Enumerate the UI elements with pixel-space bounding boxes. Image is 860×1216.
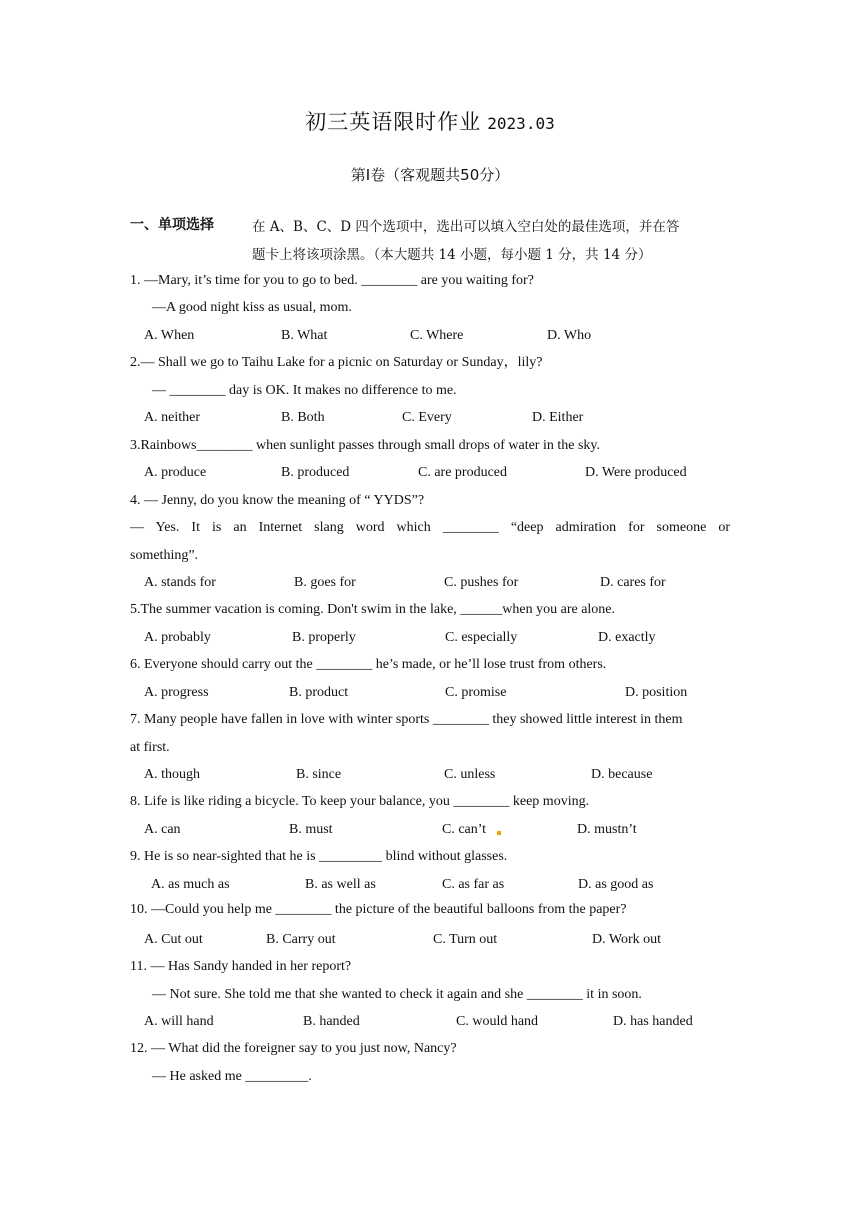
question-11-option-a: A. will hand	[144, 1014, 214, 1029]
question-12-stem: 12. — What did the foreigner say to you just now, Nancy?	[130, 1041, 457, 1056]
question-1-stem: 1. —Mary, it’s time for you to go to bed. ________ are you waiting for?	[130, 273, 534, 288]
question-11-option-c: C. would hand	[456, 1014, 539, 1029]
question-5-option-c: C. especially	[445, 630, 518, 645]
question-9-option-b: B. as well as	[305, 877, 376, 892]
instructions-line-1: 在 A、B、C、D 四个选项中，选出可以填入空白处的最佳选项，并在答	[252, 219, 680, 235]
question-2-option-b: B. Both	[281, 410, 325, 425]
question-4-option-a: A. stands for	[144, 575, 216, 590]
question-6-option-c: C. promise	[445, 685, 507, 700]
question-8-option-b: B. must	[289, 822, 333, 837]
question-7-stem-continued: at first.	[130, 740, 170, 755]
question-10-option-a: A. Cut out	[144, 932, 203, 947]
question-3-option-d: D. Were produced	[585, 465, 687, 480]
question-3-option-a: A. produce	[144, 465, 207, 480]
question-4-stem: 4. — Jenny, do you know the meaning of “ YYDS”?	[130, 493, 425, 508]
question-9-option-a: A. as much as	[151, 877, 230, 892]
question-5-option-b: B. properly	[292, 630, 356, 645]
question-10-option-b: B. Carry out	[266, 932, 336, 947]
question-6-option-d: D. position	[625, 685, 688, 700]
question-4-reply-continued: something”.	[130, 548, 199, 563]
page-title	[0, 106, 860, 136]
question-7-option-a: A. though	[144, 767, 200, 782]
question-5-stem: 5.The summer vacation is coming. Don't swim in the lake, ______when you are alone.	[130, 602, 616, 617]
question-2-option-c: C. Every	[402, 410, 452, 425]
question-2-stem: 2.— Shall we go to Taihu Lake for a picnic on Saturday or Sunday，lily?	[130, 355, 543, 370]
question-5-option-d: D. exactly	[598, 630, 656, 645]
question-2-option-a: A. neither	[144, 410, 200, 425]
question-4-reply: — Yes. It is an Internet slang word which ________ “deep admiration for someone or	[130, 520, 730, 535]
question-5-option-a: A. probably	[144, 630, 211, 645]
question-8-stem: 8. Life is like riding a bicycle. To keep your balance, you ________ keep moving.	[130, 794, 590, 809]
question-10-option-d: D. Work out	[592, 932, 662, 947]
question-6-option-a: A. progress	[144, 685, 209, 700]
question-10-stem: 10. —Could you help me ________ the picture of the beautiful balloons from the paper?	[130, 902, 627, 917]
question-7-stem: 7. Many people have fallen in love with winter sports ________ they showed little interest in them	[130, 712, 683, 727]
question-9-option-c: C. as far as	[442, 877, 505, 892]
question-7-option-c: C. unless	[444, 767, 496, 782]
question-7-option-d: D. because	[591, 767, 653, 782]
section-heading: 一、单项选择	[130, 217, 214, 233]
question-1-option-b: B. What	[281, 328, 328, 343]
question-12-reply: — He asked me _________.	[152, 1069, 312, 1084]
question-11-reply: — Not sure. She told me that she wanted to check it again and she ________ it in soon.	[152, 987, 642, 1002]
question-11-option-d: D. has handed	[613, 1014, 693, 1029]
question-7-option-b: B. since	[296, 767, 342, 782]
question-9-stem: 9. He is so near-sighted that he is _________ blind without glasses.	[130, 849, 508, 864]
question-3-option-b: B. produced	[281, 465, 350, 480]
question-2-option-d: D. Either	[532, 410, 584, 425]
question-2-reply: — ________ day is OK. It makes no difference to me.	[152, 383, 457, 398]
question-6-stem: 6. Everyone should carry out the ________ he’s made, or he’ll lose trust from others.	[130, 657, 607, 672]
question-11-stem: 11. — Has Sandy handed in her report?	[130, 959, 352, 974]
question-4-option-b: B. goes for	[294, 575, 356, 590]
question-6-option-b: B. product	[289, 685, 349, 700]
question-1-reply: —A good night kiss as usual, mom.	[152, 300, 352, 315]
question-8-option-a: A. can	[144, 822, 181, 837]
question-4-option-c: C. pushes for	[444, 575, 519, 590]
question-4-option-d: D. cares for	[600, 575, 666, 590]
section-subtitle: 第Ⅰ卷（客观题共50分）	[350, 166, 510, 184]
question-11-option-b: B. handed	[303, 1014, 360, 1029]
title-date: 2023.03	[487, 114, 555, 133]
question-8-option-c: C. can’t	[442, 822, 487, 837]
section-instructions	[252, 213, 730, 269]
title-text: 初三英语限时作业	[305, 110, 482, 134]
question-3-stem: 3.Rainbows________ when sunlight passes through small drops of water in the sky.	[130, 438, 600, 453]
question-1-option-c: C. Where	[410, 328, 464, 343]
question-3-option-c: C. are produced	[418, 465, 508, 480]
question-1-option-d: D. Who	[547, 328, 592, 343]
instructions-line-2: 题卡上将该项涂黑。（本大题共 14 小题，每小题 1 分，共 14 分）	[252, 247, 652, 263]
question-10-option-c: C. Turn out	[433, 932, 498, 947]
question-1-option-a: A. When	[144, 328, 195, 343]
question-9-option-d: D. as good as	[578, 877, 654, 892]
question-8-option-d: D. mustn’t	[577, 822, 637, 837]
highlight-mark	[497, 831, 501, 835]
